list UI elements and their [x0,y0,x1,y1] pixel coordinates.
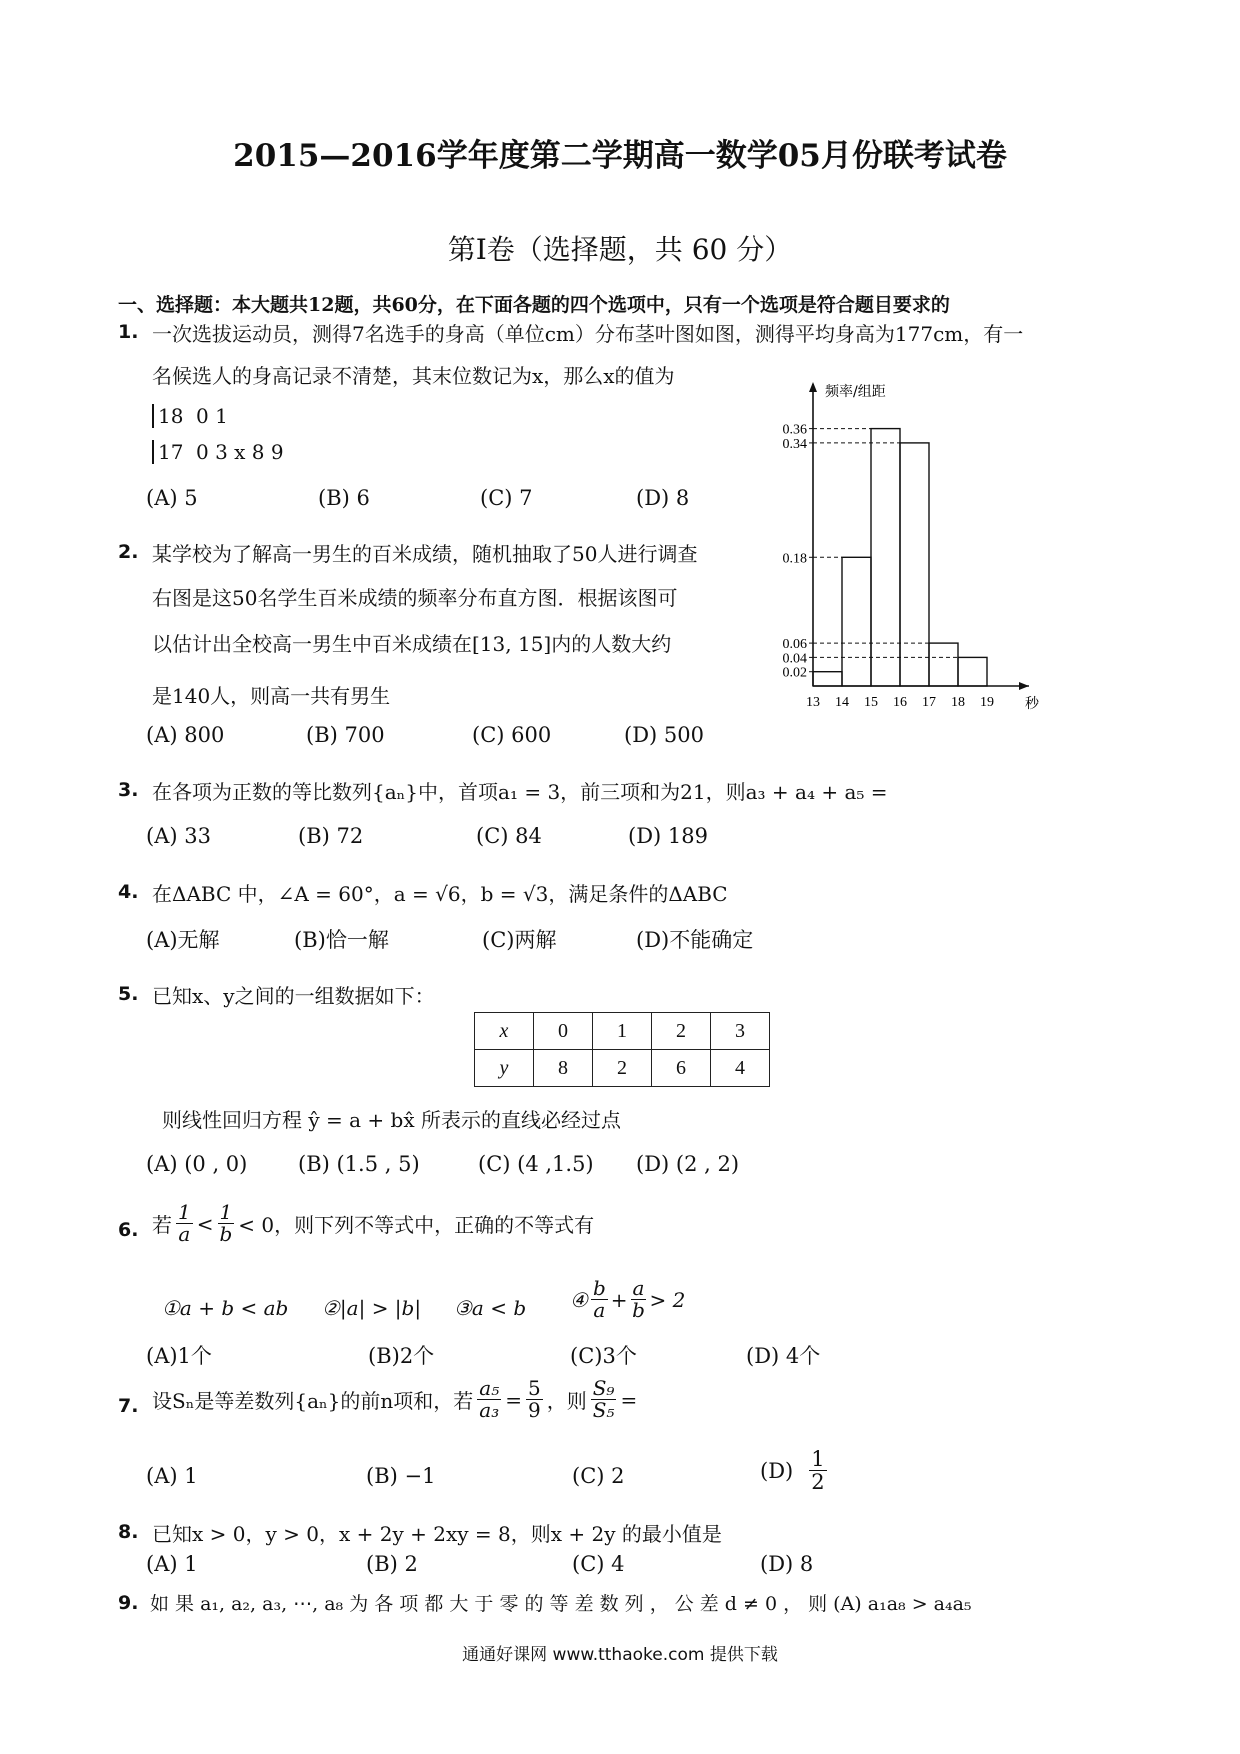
option-a[interactable]: (A) 1 [146,1552,198,1576]
statement-4: ④ $\frac{b}{a}$ + $\frac{a}{b}$ > 2 [570,1276,686,1322]
fraction-1-over-a: $\frac{1}{a}$ [178,1200,191,1246]
question-text: 是140人，则高一共有男生 [152,684,391,708]
question-number: 2. [118,541,139,563]
exam-title: 2015—2016学年度第二学期高一数学05月份联考试卷 [233,138,1007,174]
text-pre: 若 [152,1213,172,1237]
option-a[interactable]: (A)1个 [146,1344,212,1368]
histogram-bar [813,672,842,686]
fraction-s9-over-s5: $\frac{\text{S₉}}{\text{S₅}}$ [592,1376,615,1422]
question-text: 已知x、y之间的一组数据如下： [152,984,435,1008]
option-c[interactable]: (C)两解 [482,928,557,952]
question-text: 右图是这50名学生百米成绩的频率分布直方图．根据该图可 [152,586,678,610]
page-footer: 通通好课网 www.tthaoke.com 提供下载 [462,1645,778,1665]
table-cell: 0 [534,1013,593,1050]
less-than: < [196,1211,214,1236]
leaves-17: 0 3 x 8 9 [196,440,284,464]
question-text: 以估计出全校高一男生中百米成绩在[13, 15]内的人数大约 [152,632,672,656]
statement-1: ①a + b < ab [162,1296,289,1320]
question-text: 在各项为正数的等比数列{aₙ}中，首项a₁ = 3，前三项和为21，则a₃ + a₄ + a₅ = [152,780,888,804]
option-d[interactable]: (D) 8 [636,486,690,510]
part-title: 第Ⅰ卷（选择题，共 60 分） [447,233,793,266]
x-tick-label: 18 [951,695,965,710]
histogram-bar [900,443,929,686]
option-c[interactable]: (C)3个 [570,1344,637,1368]
y-tick-label: 0.06 [782,637,807,653]
question-text: 设Sₙ是等差数列{aₙ}的前n项和，若 $\frac{\text{a₅}}{\text{a₃}}$ = $\frac{5}{9}$ ，则 $\frac{\text{S₉}}{\text{S₅}}$ = [152,1376,638,1422]
y-axis-arrow [809,382,817,392]
histogram-bar [958,657,987,686]
option-a[interactable]: (A) 800 [146,723,225,747]
option-b[interactable]: (B) (1.5 , 5) [298,1152,420,1176]
question-text: 如 果 a₁, a₂, a₃, ⋯, a₈ 为 各 项 都 大 于 零 的 等 差 数 列 ， 公 差 d ≠ 0 ， 则 (A) a₁a₈ > a₄a₅ [150,1593,972,1615]
histogram-bar [929,643,958,686]
x-tick-label: 14 [835,695,849,710]
option-a[interactable]: (A) 1 [146,1464,198,1488]
histogram-bar [871,429,900,686]
option-d[interactable]: (D) (2 , 2) [636,1152,740,1176]
section-heading: 一、选择题：本大题共12题，共60分，在下面各题的四个选项中，只有一个选项是符合题目要求的 [118,294,950,316]
question-number: 4. [118,881,139,903]
question-text: 则线性回归方程 ŷ = a + bx̂ 所表示的直线必经过点 [162,1108,621,1132]
option-c[interactable]: (C) 2 [572,1464,625,1488]
option-b[interactable]: (B)恰一解 [294,928,389,952]
histogram-bar [842,557,871,686]
question-number: 9. [118,1592,139,1614]
y-axis-label: 频率/组距 [825,384,886,400]
question-text: 名候选人的身高记录不清楚，其末位数记为x，那么x的值为 [152,364,675,388]
option-b[interactable]: (B) 700 [306,723,385,747]
x-tick-label: 16 [893,695,907,710]
statement-3: ③a < b [454,1296,527,1320]
table-cell: 4 [711,1050,770,1087]
fraction-b-over-a: $\frac{b}{a}$ [592,1276,606,1322]
table-cell: 6 [652,1050,711,1087]
text-post: < 0，则下列不等式中，正确的不等式有 [238,1213,595,1237]
x-tick-label: 13 [806,695,820,710]
table-cell: x [475,1013,534,1050]
option-b[interactable]: (B) 2 [366,1552,418,1576]
fraction-1-over-2: $\frac{1}{2}$ [811,1447,825,1495]
fraction-a5-over-a3: $\frac{\text{a₅}}{\text{a₃}}$ [479,1376,500,1422]
option-a[interactable]: (A)无解 [146,928,220,952]
option-b[interactable]: (B) −1 [366,1464,436,1488]
question-text: 在ΔABC 中，∠A = 60°，a = √6，b = √3，满足条件的ΔABC [152,882,728,906]
table-cell: 2 [593,1050,652,1087]
option-d[interactable]: (D) 8 [760,1552,814,1576]
question-number: 8. [118,1521,139,1543]
x-tick-label: 15 [864,695,878,710]
x-tick-label: 19 [980,695,994,710]
option-d[interactable]: (D) 4个 [746,1344,821,1368]
x-tick-label: 17 [922,695,936,710]
question-number: 6. [118,1219,139,1241]
y-tick-label: 0.04 [782,651,807,667]
statement-2: ②|a| > |b| [322,1296,422,1320]
table-row [475,1013,770,1050]
x-axis-label: 秒 [1025,696,1039,712]
question-number: 7. [118,1395,139,1417]
option-b[interactable]: (B)2个 [368,1344,435,1368]
question-text: 某学校为了解高一男生的百米成绩，随机抽取了50人进行调查 [152,542,698,566]
table-row [475,1050,770,1087]
option-c[interactable]: (C) (4 ,1.5) [478,1152,594,1176]
option-a[interactable]: (A) 5 [146,486,198,510]
stem-17: 17 [152,440,194,464]
option-a[interactable]: (A) 33 [146,824,211,848]
option-c[interactable]: (C) 600 [472,723,552,747]
table-cell: 1 [593,1013,652,1050]
option-d[interactable]: (D) 189 [628,824,708,848]
question-text: 一次选拔运动员，测得7名选手的身高（单位cm）分布茎叶图如图，测得平均身高为177cm，有一 [152,322,1024,346]
y-tick-label: 0.02 [782,665,807,681]
x-axis-arrow [1019,682,1029,690]
question-text [152,1202,594,1245]
leaves-18: 0 1 [196,404,228,428]
frequency-histogram [755,372,1095,720]
xy-data-table [474,1012,770,1087]
y-tick-label: 0.18 [782,551,807,567]
stem-18: 18 [152,404,194,428]
option-b[interactable]: (B) 72 [298,824,364,848]
option-c[interactable]: (C) 4 [572,1552,625,1576]
fraction-a-over-b: $\frac{a}{b}$ [632,1276,645,1322]
option-d[interactable]: (D) 500 [624,723,704,747]
table-cell: 2 [652,1013,711,1050]
question-text: 已知x > 0，y > 0，x + 2y + 2xy = 8，则x + 2y 的最小值是 [152,1522,722,1546]
fraction-5-over-9: $\frac{5}{9}$ [527,1376,541,1422]
table-cell: 8 [534,1050,593,1087]
option-d[interactable]: (D) $\frac{1}{2}$ [760,1447,825,1495]
option-d[interactable]: (D)不能确定 [636,928,754,952]
option-a[interactable]: (A) (0 , 0) [146,1152,248,1176]
y-tick-label: 0.36 [782,422,807,438]
question-number: 3. [118,779,139,801]
fraction-1-over-b: $\frac{1}{b}$ [219,1200,233,1246]
question-number: 5. [118,983,139,1005]
y-tick-label: 0.34 [782,436,807,452]
question-number: 1. [118,321,139,343]
table-cell: 3 [711,1013,770,1050]
table-cell: y [475,1050,534,1087]
option-b[interactable]: (B) 6 [318,486,370,510]
option-c[interactable]: (C) 84 [476,824,542,848]
option-c[interactable]: (C) 7 [480,486,533,510]
